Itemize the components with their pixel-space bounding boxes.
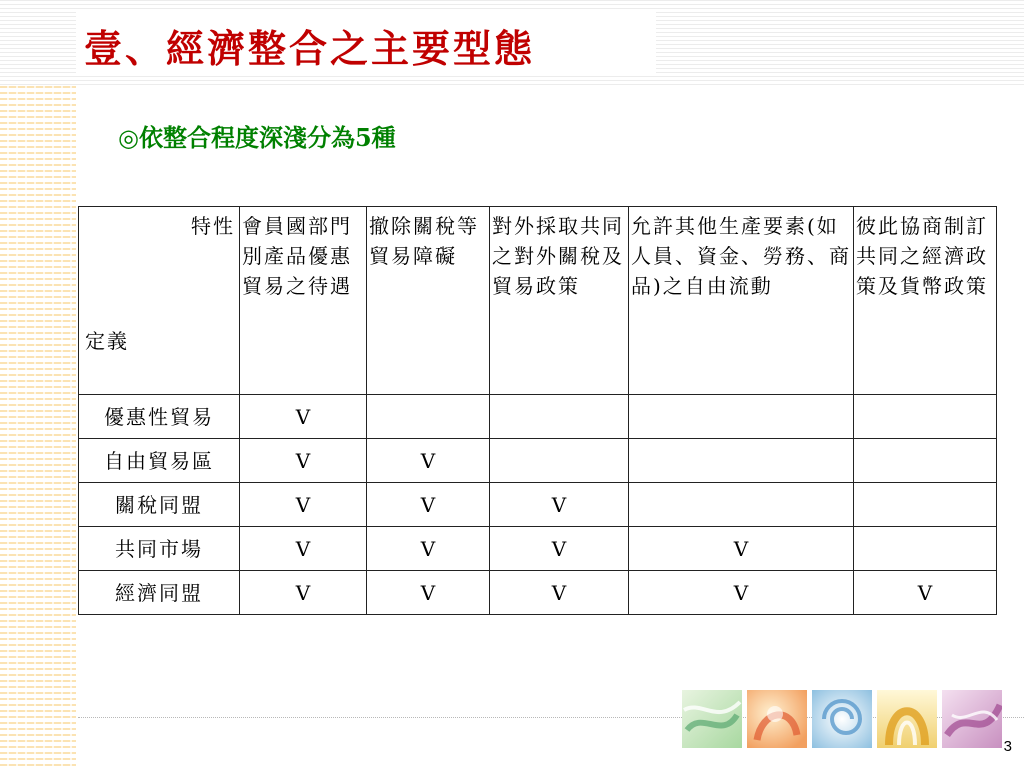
table-row	[79, 395, 997, 439]
check-mark-cell: V	[240, 571, 367, 615]
corner-label-definition: 定義	[85, 329, 129, 353]
slide-title: 壹、經濟整合之主要型態	[84, 26, 536, 71]
check-mark-cell	[629, 439, 854, 483]
row-label: 關稅同盟	[79, 483, 240, 527]
check-mark-cell: V	[490, 571, 629, 615]
page-number: 3	[1003, 738, 1012, 755]
check-mark-cell: V	[240, 395, 367, 439]
table-row	[79, 571, 997, 615]
check-mark-cell: V	[240, 439, 367, 483]
check-mark-cell: V	[240, 483, 367, 527]
check-mark-cell: V	[367, 571, 490, 615]
green-swirl-tile	[682, 690, 742, 748]
orange-swirl-tile	[747, 690, 807, 748]
column-header: 撤除關稅等貿易障礙	[367, 207, 490, 395]
integration-types-table	[78, 206, 997, 615]
left-stripe-background	[0, 86, 76, 768]
check-mark-cell: V	[367, 439, 490, 483]
check-mark-cell	[629, 483, 854, 527]
table-row	[79, 439, 997, 483]
blue-swirl-tile	[812, 690, 872, 748]
table-row	[79, 527, 997, 571]
check-mark-cell: V	[854, 571, 997, 615]
check-mark-cell: V	[240, 527, 367, 571]
check-mark-cell	[367, 395, 490, 439]
check-mark-cell	[854, 483, 997, 527]
slide-subtitle: ◎依整合程度深淺分為5種	[118, 123, 396, 152]
column-header: 對外採取共同之對外關稅及貿易政策	[490, 207, 629, 395]
column-header: 允許其他生產要素(如人員、資金、勞務、商品)之自由流動	[629, 207, 854, 395]
check-mark-cell: V	[490, 483, 629, 527]
column-header: 會員國部門別產品優惠貿易之待遇	[240, 207, 367, 395]
check-mark-cell: V	[367, 483, 490, 527]
purple-swirl-tile	[942, 690, 1002, 748]
check-mark-cell: V	[367, 527, 490, 571]
table-header-row	[79, 207, 997, 395]
check-mark-cell: V	[490, 527, 629, 571]
corner-label-feature: 特性	[191, 214, 235, 238]
check-mark-cell	[854, 527, 997, 571]
table-row	[79, 483, 997, 527]
check-mark-cell	[629, 395, 854, 439]
yellow-arc-tile	[877, 690, 937, 748]
check-mark-cell	[490, 439, 629, 483]
check-mark-cell	[854, 395, 997, 439]
check-mark-cell: V	[629, 571, 854, 615]
column-header: 彼此協商制訂共同之經濟政策及貨幣政策	[854, 207, 997, 395]
row-label: 共同市場	[79, 527, 240, 571]
check-mark-cell	[854, 439, 997, 483]
row-label: 優惠性貿易	[79, 395, 240, 439]
row-label: 自由貿易區	[79, 439, 240, 483]
check-mark-cell: V	[629, 527, 854, 571]
table-corner-cell	[79, 207, 240, 395]
check-mark-cell	[490, 395, 629, 439]
row-label: 經濟同盟	[79, 571, 240, 615]
